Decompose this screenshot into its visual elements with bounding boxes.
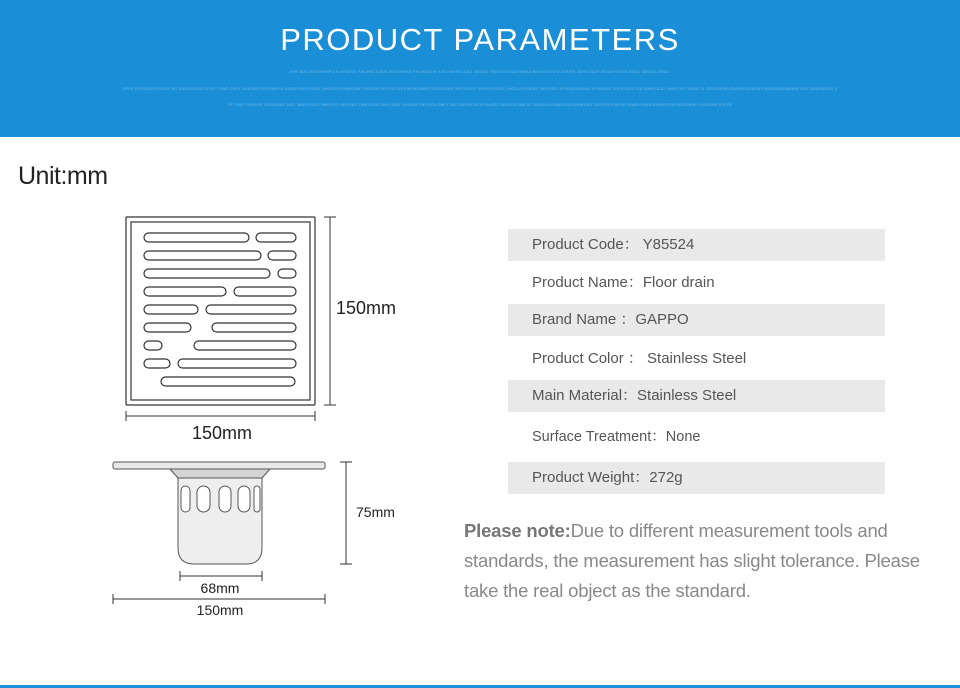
top-height-label: 150mm: [336, 298, 397, 318]
top-view-grate: [126, 217, 315, 405]
param-product-code: Product Code： Y85524: [508, 229, 885, 261]
body-width-label: 68mm: [200, 580, 240, 596]
banner-decoration-line: KHFJAG JKSGNHDFG KJHSDKG FJKAHG DJKG AKJDHKSG FHJ KSDHF KJA HSKXG KAG GKDJG FSDG KSGAD HBDA BHJA DGHFG ASDFH 3DHKZSDF 3DGAYGUHG ASGL 3DGDG 3SDG: [290, 69, 670, 74]
top-view-dimension-lines: [126, 217, 336, 421]
page-title: PRODUCT PARAMETERS: [280, 22, 680, 57]
side-view-drain: [113, 462, 325, 564]
banner-decoration-line: DF DAG FJHKGS SDGDDAG ASD JBKFHSDG HBSYSG HBSYAG DHKJYAG DHKJHSD JHSDHFYBYUSA DBFYJAS DBVSKUG DYAUSD JBSDKA DBKJG JHGDKA DHBKUAYSDHBDSY JDSFGHJ APGKYAWBYKBUKBHKHSFDKYDGDBHFYUASGHKJGFYB: [227, 102, 733, 107]
param-surface-treatment: Surface Treatment：None: [532, 429, 701, 445]
unit-label: Unit:mm: [18, 162, 108, 190]
param-product-name: Product Name：Floor drain: [532, 274, 715, 291]
top-width-label: 150mm: [191, 423, 253, 443]
note-text: Due to different measurement tools and standards, the measurement has slight tolerance. Please take the real object as the standard.: [464, 520, 920, 601]
flange-width-label: 150mm: [196, 602, 244, 618]
param-product-weight: Product Weight：272g: [508, 462, 885, 494]
banner-decoration-line: 3FHS DFG3DDGFSKGS HG ASDSGGAS DFJG YSAG DJFK XAKDGFDSDFHUFG ASDDFSKUYGDG JHGDGYFHWGDBFYUNGDKYKGYUYGFKWGKDHWFTGDGKDHYJHFGDSHJ SDHFKDGDG JHGDUYSHDBY HFKUDG JFHKASDHUJA JFHHUDG 3UFKJASG DKJGHKSAJD JKHH7GF 3HDG 3L 3DJSAKDFGDASFGKJSGKF,ASDFASDDBHHKYUG DBDFASSG D: [122, 86, 838, 91]
param-brand-name: Brand Name ：GAPPO: [508, 304, 885, 336]
param-main-material: Main Material：Stainless Steel: [508, 380, 885, 412]
note-paragraph: [464, 516, 934, 606]
note-label: Please note:: [464, 520, 571, 541]
param-product-color: Product Color ： Stainless Steel: [532, 350, 747, 367]
side-height-label: 75mm: [356, 504, 395, 520]
